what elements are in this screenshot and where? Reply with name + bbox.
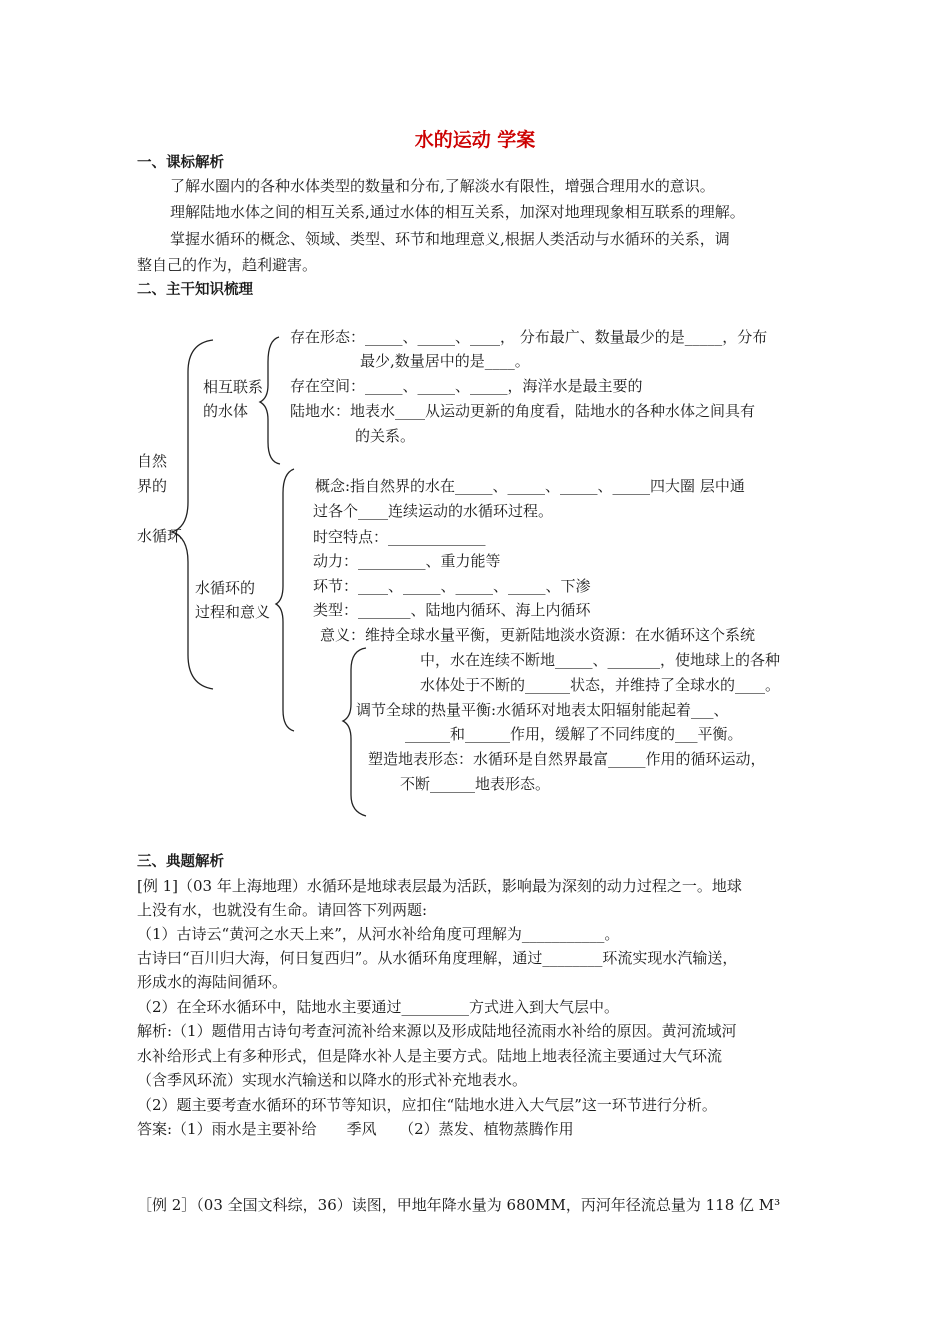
significance-line: ______和______作用，缓解了不同纬度的___平衡。 <box>405 725 743 743</box>
significance-line: 塑造地表形态：水循环是自然界最富_____作用的循环运动， <box>368 750 766 768</box>
significance-line: 调节全球的热量平衡:水循环对地表太阳辐射能起着___、 <box>356 701 729 719</box>
brace-significance <box>343 648 366 816</box>
related-line: 的关系。 <box>355 427 416 445</box>
standards-line: 整自己的作为，趋利避害。 <box>137 256 318 274</box>
example-line: （2）题主要考查水循环的环节等知识，应扣住“陆地水进入大气层”这一环节进行分析。 <box>137 1096 717 1114</box>
page-title: 水的运动 学案 <box>414 129 536 151</box>
cycle-line: 时空特点：_____________ <box>313 528 486 546</box>
answer-line: 答案:（1）雨水是主要补给 季风 （2）蒸发、植物蒸腾作用 <box>137 1120 574 1138</box>
significance-line: 中，水在连续不断地_____、_______，使地球上的各种 <box>420 651 781 669</box>
section-heading-standards: 一、课标解析 <box>137 155 224 171</box>
example-line: 上没有水，也就没有生命。请回答下列两题: <box>137 901 428 919</box>
related-line: 存在形态：_____、_____、____， 分布最广、数量最少的是_____，分布 <box>290 328 768 346</box>
related-line: 最少,数量居中的是____。 <box>360 352 530 370</box>
brace-cycle-process <box>276 469 294 731</box>
root-label: 界的 <box>137 477 168 495</box>
section-heading-examples: 三、典题解析 <box>137 854 224 870</box>
cycle-line: 概念:指自然界的水在_____、_____、_____、_____四大圈 层中通 <box>315 477 745 495</box>
cycle-line: 意义：维持全球水量平衡，更新陆地淡水资源：在水循环这个系统 <box>320 626 756 644</box>
standards-line: 了解水圈内的各种水体类型的数量和分布,了解淡水有限性，增强合理用水的意识。 <box>170 177 715 195</box>
section-heading-knowledge: 二、主干知识梳理 <box>137 282 253 298</box>
brace-related-water <box>260 337 280 464</box>
branch-label-cycle: 水循环的 <box>195 579 256 597</box>
cycle-line: 环节：____、_____、_____、_____、下渗 <box>313 577 591 595</box>
significance-line: 水体处于不断的______状态，并维持了全球水的____。 <box>420 676 781 694</box>
significance-line: 不断______地表形态。 <box>400 775 551 793</box>
root-label: 水循环 <box>137 527 183 545</box>
branch-label-related: 相互联系 <box>203 378 264 396</box>
example-2-line: ［例 2］（03 全国文科综，36）读图，甲地年降水量为 680MM，丙河年径流总量为 118 亿 M³ <box>137 1196 781 1214</box>
standards-line: 掌握水循环的概念、领域、类型、环节和地理意义,根据人类活动与水循环的关系，调 <box>170 230 730 248</box>
example-line: 古诗曰“百川归大海，何日复西归”。从水循环角度理解，通过________环流实现水汽输送， <box>137 949 738 967</box>
example-line: （含季风环流）实现水汽输送和以降水的形式补充地表水。 <box>137 1071 528 1089</box>
example-line: （1）古诗云“黄河之水天上来”，从河水补给角度可理解为___________。 <box>137 925 620 943</box>
related-line: 存在空间：_____、_____、_____，海洋水是最主要的 <box>290 377 643 395</box>
example-line: 水补给形式上有多种形式，但是降水补人是主要方式。陆地上地表径流主要通过大气环流 <box>137 1047 723 1065</box>
example-line: [例 1]（03 年上海地理）水循环是地球表层最为活跃，影响最为深刻的动力过程之一。地球 <box>137 877 742 895</box>
root-label: 自然 <box>137 452 168 470</box>
cycle-line: 过各个____连续运动的水循环过程。 <box>313 502 554 520</box>
branch-label-cycle: 过程和意义 <box>195 603 271 621</box>
cycle-line: 类型：_______、陆地内循环、海上内循环 <box>313 601 591 619</box>
example-line: 形成水的海陆间循环。 <box>137 973 288 991</box>
example-line: （2）在全环水循环中，陆地水主要通过_________方式进入到大气层中。 <box>137 998 620 1016</box>
related-line: 陆地水：地表水____从运动更新的角度看，陆地水的各种水体之间具有 <box>290 402 756 420</box>
cycle-line: 动力：_________、重力能等 <box>313 552 501 570</box>
standards-line: 理解陆地水体之间的相互关系,通过水体的相互关系，加深对地理现象相互联系的理解。 <box>170 203 745 221</box>
branch-label-related: 的水体 <box>203 402 249 420</box>
example-line: 解析:（1）题借用古诗句考查河流补给来源以及形成陆地径流雨水补给的原因。黄河流域河 <box>137 1022 737 1040</box>
